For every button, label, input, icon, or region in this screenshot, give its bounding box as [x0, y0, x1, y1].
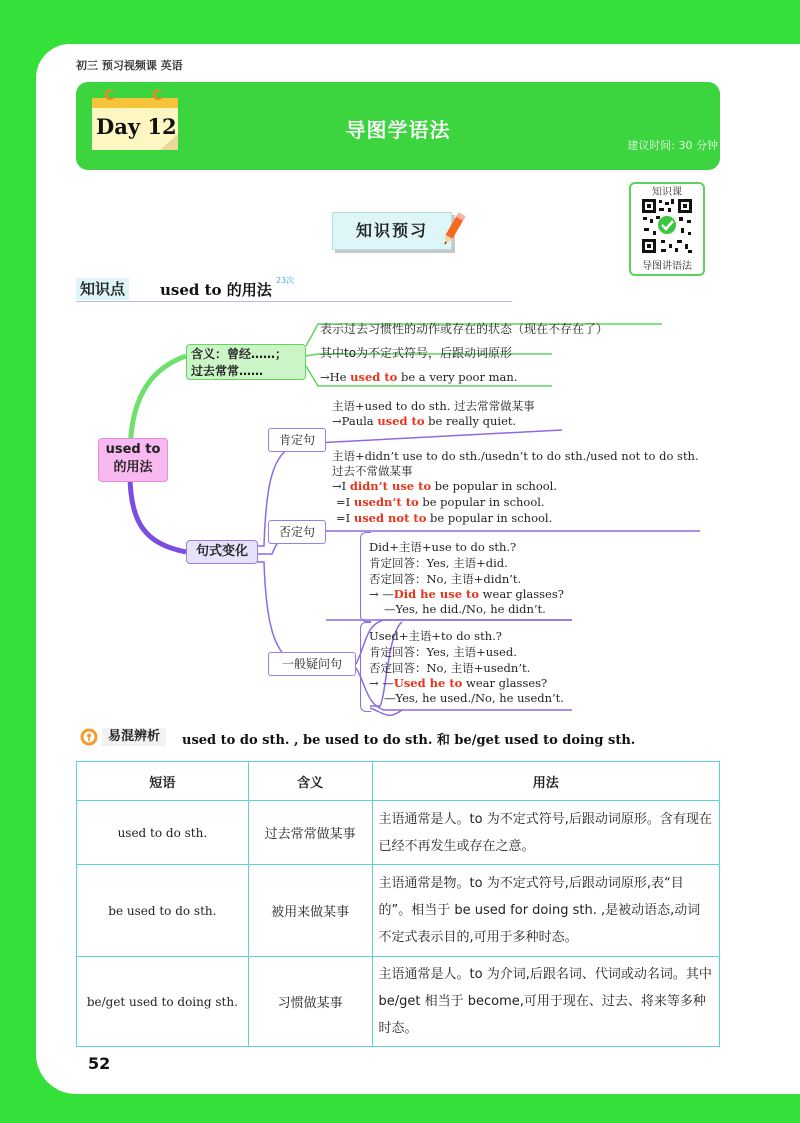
meaning-example	[320, 370, 517, 384]
header-meaning: 含义	[248, 762, 372, 801]
neg-ex1-highlight: didn’t use to	[349, 479, 432, 493]
meaning-ex-pre: →He	[320, 370, 351, 384]
meaning-ex-highlight: used to	[350, 370, 398, 384]
q2-line-2: 肯定回答：Yes, 主语+used.	[369, 645, 517, 659]
svg-text:C: C	[152, 90, 163, 104]
neg-line-2: 过去不常做某事	[332, 464, 413, 478]
table-row	[77, 801, 720, 865]
knowledge-title: used to 的用法	[160, 281, 272, 299]
q1-line-2: 肯定回答：Yes, 主语+did.	[369, 556, 508, 570]
table-row	[77, 957, 720, 1047]
section-title: 知识预习	[332, 212, 452, 250]
row-usage: 主语通常是物。to 为不定式符号,后跟动词原形,表“目的”。相当于 be used for doing sth. ,是被动语态,动词不定式表示目的,可用于多种时态。	[372, 865, 719, 957]
form-node: 句式变化	[186, 540, 258, 564]
mindmap-root	[98, 438, 168, 482]
frequency-badge: 23次	[276, 276, 295, 285]
neg-line-1: 主语+didn’t use to do sth./usedn’t to do sth./used not to do sth.	[332, 449, 699, 463]
q1-ex-highlight: Did he use to	[393, 587, 480, 601]
row-phrase: used to do sth.	[77, 801, 249, 865]
row-meaning: 被用来做某事	[248, 865, 372, 957]
table-header-row	[77, 762, 720, 801]
neg-example-2	[336, 495, 545, 509]
row-meaning: 过去常常做某事	[248, 801, 372, 865]
header-phrase: 短语	[77, 762, 249, 801]
course-label: 初三 预习视频课 英语	[76, 59, 183, 72]
neg-ex3-post: be popular in school.	[426, 511, 553, 525]
q1-ex-pre: → —	[369, 587, 394, 601]
aff-example	[332, 414, 516, 428]
q2-example	[369, 676, 547, 690]
page	[36, 44, 800, 1094]
aff-line-1: 主语+used to do sth. 过去常常做某事	[332, 399, 535, 413]
affirmative-node: 肯定句	[268, 428, 326, 452]
root-line-1: used to	[105, 442, 161, 457]
row-usage: 主语通常是人。to 为不定式符号,后跟动词原形。含有现在已经不再发生或存在之意。	[372, 801, 719, 865]
q2-ex-pre: → —	[369, 676, 394, 690]
q2-line-3: 否定回答：No, 主语+usedn’t.	[369, 661, 531, 675]
comparison-table	[76, 761, 720, 1047]
q1-example	[369, 587, 564, 601]
meaning-line-2: 其中to为不定式符号，后跟动词原形	[320, 346, 513, 360]
qr-bottom-label: 导图讲语法	[642, 261, 692, 272]
header-usage: 用法	[372, 762, 719, 801]
neg-ex3-highlight: used not to	[353, 511, 427, 525]
confusion-tag: 易混辨析	[102, 728, 166, 746]
confusion-text: used to do sth. , be used to do sth. 和 be/get used to doing sth.	[182, 733, 636, 748]
row-usage: 主语通常是人。to 为介词,后跟名词、代词或动名词。其中 be/get 相当于 become,可用于现在、过去、将来等多种时态。	[372, 957, 719, 1047]
neg-ex2-pre: =I	[336, 495, 354, 509]
q2-line-1: Used+主语+to do sth.?	[369, 629, 502, 643]
neg-ex1-pre: →I	[332, 479, 350, 493]
day-badge: Day 12	[96, 114, 177, 139]
meaning-node	[186, 344, 306, 380]
confusion-icon	[80, 728, 98, 746]
q1-ex-post: wear glasses?	[479, 587, 564, 601]
suggested-time: 建议时间: 30 分钟	[627, 139, 718, 152]
neg-example-3	[336, 511, 552, 525]
negative-node: 否定句	[268, 520, 326, 544]
page-number: 52	[88, 1054, 111, 1073]
page-title: 导图学语法	[345, 118, 451, 142]
neg-ex2-post: be popular in school.	[418, 495, 545, 509]
q1-answer: —Yes, he did./No, he didn’t.	[384, 602, 546, 616]
neg-example-1	[332, 479, 557, 493]
row-phrase: be used to do sth.	[77, 865, 249, 957]
q1-line-1: Did+主语+use to do sth.?	[369, 540, 517, 554]
aff-ex-highlight: used to	[377, 414, 425, 428]
root-line-2: 的用法	[113, 460, 153, 475]
question-node: 一般疑问句	[268, 652, 356, 676]
svg-text:C: C	[104, 90, 115, 104]
aff-ex-post: be really quiet.	[424, 414, 517, 428]
neg-ex1-post: be popular in school.	[431, 479, 558, 493]
q2-ex-post: wear glasses?	[462, 676, 548, 690]
meaning-node-line-1: 含义：曾经……；	[191, 347, 288, 361]
meaning-ex-post: be a very poor man.	[397, 370, 518, 384]
neg-ex3-pre: =I	[336, 511, 354, 525]
q2-answer: —Yes, he used./No, he usedn’t.	[384, 691, 564, 705]
knowledge-tag: 知识点	[76, 278, 129, 300]
q2-ex-highlight: Used he to	[393, 676, 463, 690]
q1-line-3: 否定回答：No, 主语+didn’t.	[369, 572, 522, 586]
qr-top-label: 知识课	[652, 187, 682, 198]
aff-ex-pre: →Paula	[332, 414, 378, 428]
neg-ex2-highlight: usedn’t to	[353, 495, 419, 509]
meaning-line-1: 表示过去习惯性的动作或存在的状态（现在不存在了）	[320, 322, 609, 336]
meaning-node-line-2: 过去常常……	[191, 364, 264, 378]
table-row	[77, 865, 720, 957]
row-phrase: be/get used to doing sth.	[77, 957, 249, 1047]
row-meaning: 习惯做某事	[248, 957, 372, 1047]
